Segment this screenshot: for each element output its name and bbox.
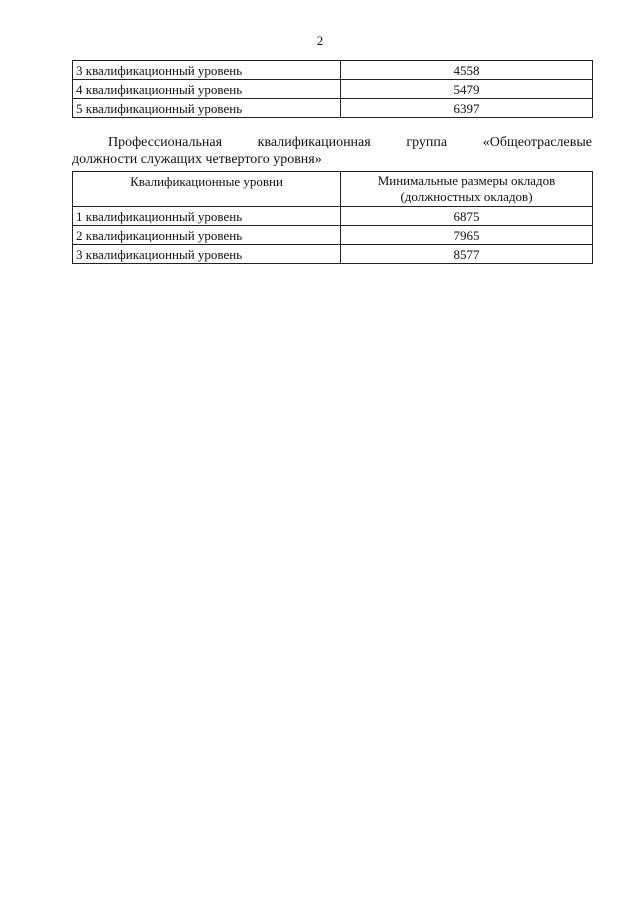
heading-line-1 [72,134,592,151]
qualification-level-cell: 4 квалификационный уровень [73,80,341,99]
table-row [73,99,593,118]
qualification-level-cell: 5 квалификационный уровень [73,99,341,118]
qualification-level-cell: 3 квалификационный уровень [73,61,341,80]
salary-cell: 6875 [341,207,593,226]
salary-cell: 8577 [341,245,593,264]
table-row [73,245,593,264]
table-row [73,61,593,80]
heading-word: группа [406,135,448,150]
heading-line-2: должности служащих четвертого уровня» [72,152,322,167]
column-header-salary-line2: (должностных окладов) [400,189,533,204]
heading-word: Профессиональная [108,135,223,150]
column-header-salary [341,172,593,207]
page-number: 2 [316,33,324,48]
professional-group-heading [72,134,592,168]
qualification-level-cell: 2 квалификационный уровень [73,226,341,245]
salary-cell: 7965 [341,226,593,245]
salary-cell: 4558 [341,61,593,80]
qualification-level-cell: 3 квалификационный уровень [73,245,341,264]
table-row [73,207,593,226]
table-row [73,226,593,245]
heading-word: квалификационная [257,135,371,150]
table-row [73,80,593,99]
table-header-row [73,172,593,207]
column-header-salary-line1: Минимальные размеры окладов [377,173,556,188]
heading-word: «Общеотраслевые [482,135,592,150]
salary-table-fourth-level [72,171,593,264]
qualification-level-cell: 1 квалификационный уровень [73,207,341,226]
salary-table-continued [72,60,593,118]
salary-cell: 6397 [341,99,593,118]
column-header-levels: Квалификационные уровни [73,172,341,207]
salary-cell: 5479 [341,80,593,99]
